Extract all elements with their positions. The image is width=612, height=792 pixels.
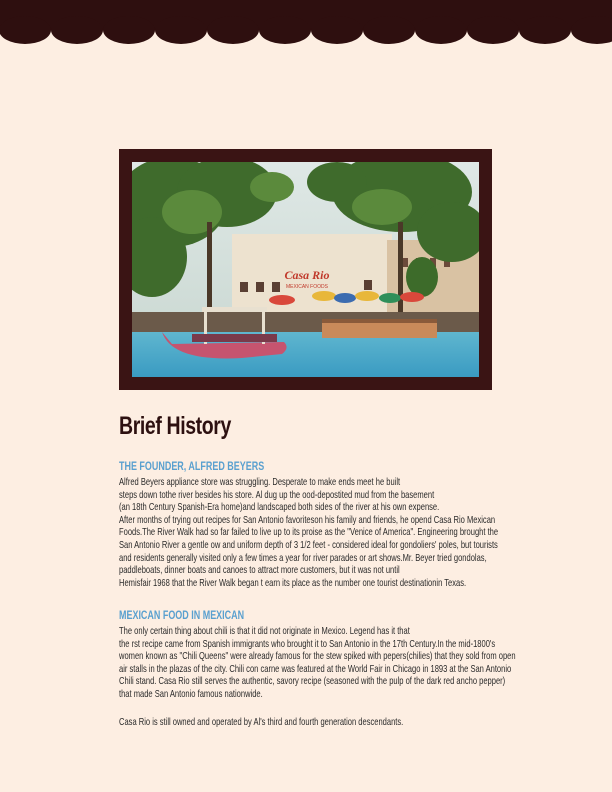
closing-line: Casa Rio is still owned and operated by Al's third and fourth generation descendants. [119, 716, 404, 728]
mexican-food-line: Chili stand. Casa Rio still serves the authentic, savory recipe (seasoned with the pulp of the dark red ancho pepper) [119, 675, 506, 688]
mexican-food-line: women known as "Chili Queens" were already famous for the stew spiked with pepers(chilies) that they sold from open [119, 650, 516, 663]
photo-sign-text: Casa Rio [284, 268, 330, 282]
mexican-food-line: the rst recipe came from Spanish immigrants who brought it to San Antonio in the 17th Century.In the mid-1800's [119, 637, 496, 650]
closing-section [119, 716, 539, 729]
mexican-food-line: The only certain thing about chili is that it did not originate in Mexico. Legend has it that [119, 625, 410, 637]
photo-sign-subtext: MEXICAN FOODS [286, 284, 328, 290]
founder-line: steps down tothe river besides his store. Al dug up the ood-depostited mud from the basement [119, 488, 435, 501]
founder-line: Alfred Beyers appliance store was struggling. Desperate to make ends meet he built [119, 476, 401, 488]
mexican-food-line: that made San Antonio famous nationwide. [119, 687, 263, 700]
mexican-food-line: air stalls in the plazas of the city. Chili con carne was featured at the World Fair in Chicago in 1893 at the San Antonio [119, 662, 512, 675]
founder-line: and residents generally visited only a few times a year for river parades or art shows.Mr. Beyer tried gondolas, [119, 551, 487, 564]
founder-line: paddleboats, dinner boats and canoes to attract more customers, but it was not until [119, 564, 400, 577]
founder-line: (an 18th Century Spanish-Era home)and landscaped both sides of the river at his own expense. [119, 501, 440, 514]
photo-frame [119, 149, 492, 390]
mexican-food-heading: MEXICAN FOOD IN MEXICAN [119, 610, 245, 622]
page-title: Brief History [119, 412, 231, 440]
mexican-food-section [119, 610, 539, 701]
founder-section [119, 461, 539, 589]
river-walk-photo [132, 162, 479, 377]
scalloped-header-band [0, 0, 612, 48]
founder-line: Hemisfair 1968 that the River Walk began t earn its place as the number one tourist destinationin Texas. [119, 576, 467, 589]
founder-line: Foods.The River Walk had so far failed to live up to its proise as the "Venice of America". Engineering brought the [119, 526, 499, 539]
founder-line: San Antonio River a gentle ow and uniform depth of 3 1/2 feet - considered ideal for gondoliers' poles, but tourists [119, 538, 498, 551]
founder-line: After months of trying out recipes for San Antonio favoriteson his family and friends, he opend Casa Rio Mexican [119, 513, 496, 526]
founder-heading: THE FOUNDER, ALFRED BEYERS [119, 461, 265, 473]
